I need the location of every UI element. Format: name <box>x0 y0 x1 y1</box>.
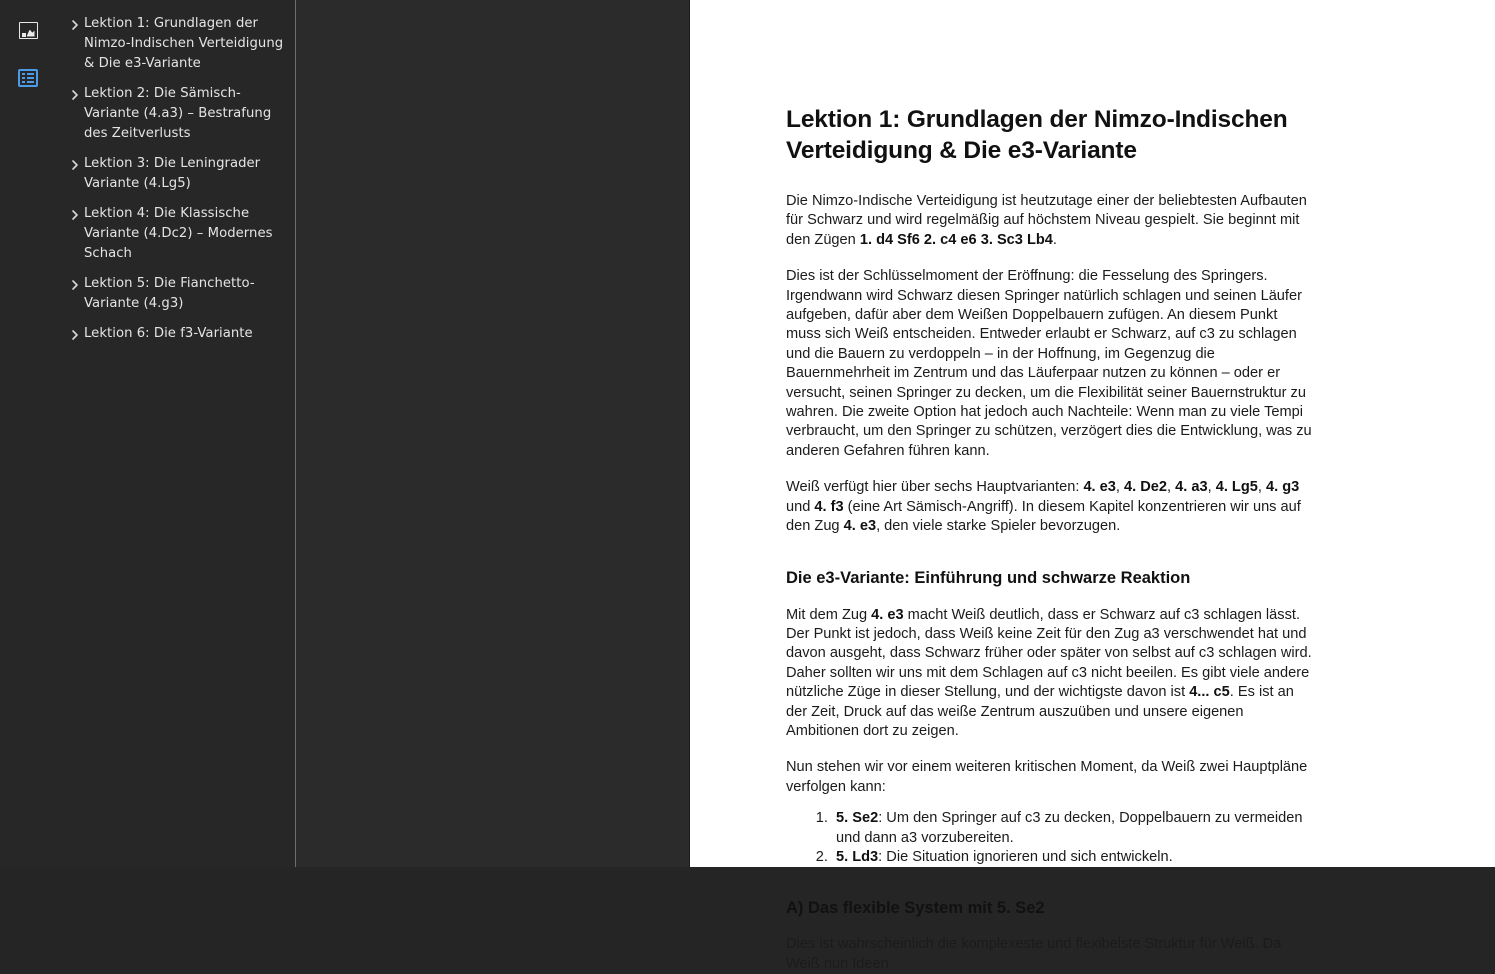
outline-item-lektion-2[interactable] <box>56 82 295 146</box>
move-ld3: 5. Ld3 <box>836 848 879 865</box>
plans-list <box>786 809 1316 867</box>
document-body <box>690 0 1400 974</box>
paragraph-intro-text-b: . <box>1052 231 1057 248</box>
empty-preview-pane <box>296 0 690 867</box>
move-g3: 4. g3 <box>1265 479 1300 496</box>
sep-3: , <box>1207 479 1216 496</box>
outline-item-lektion-3[interactable] <box>56 152 295 196</box>
chevron-right-icon[interactable] <box>66 204 84 220</box>
e3-text-a: Mit dem Zug <box>786 606 872 623</box>
paragraph-intro <box>786 192 1316 250</box>
chevron-right-icon[interactable] <box>66 84 84 100</box>
chevron-right-icon[interactable] <box>66 324 84 340</box>
move-e3-focus: 4. e3 <box>843 518 877 535</box>
section-heading-e3-variante: Die e3-Variante: Einführung und schwarze Reaktion <box>786 568 1191 587</box>
image-icon <box>19 22 38 39</box>
section-heading-flexible-system: A) Das flexible System mit 5. Se2 <box>786 899 1045 918</box>
sep-5: und <box>786 498 815 515</box>
paragraph-intro-text-a: Die Nimzo-Indische Verteidigung ist heutzutage einer der beliebtesten Aufbauten für Schwarz und wird regelmäßig auf höchstem Niveau gespielt. Sie beginnt mit den Zügen <box>786 193 1307 248</box>
variations-mid: (eine Art Sämisch-Angriff). In diesem Kapitel konzentrieren wir uns auf den Zug <box>786 498 1301 535</box>
lesson-outline-list <box>56 12 295 346</box>
outline-item-lektion-1[interactable] <box>56 12 295 76</box>
outline-item-lektion-6[interactable] <box>56 322 295 346</box>
paragraph-e3-explanation <box>786 606 1316 742</box>
chevron-right-icon[interactable] <box>66 274 84 290</box>
move-se2: 5. Se2 <box>836 810 879 827</box>
list-item <box>832 848 1316 867</box>
document-pane <box>690 0 1495 972</box>
outline-item-label: Lektion 2: Die Sämisch-Variante (4.a3) – Bestrafung des Zeitverlusts <box>84 86 272 141</box>
variations-intro: Weiß verfügt hier über sechs Hauptvarianten: <box>786 479 1084 496</box>
sep-1: , <box>1115 479 1125 496</box>
sep-2: , <box>1167 479 1176 496</box>
outline-list-icon <box>18 69 38 87</box>
e3-text-c: . Es ist an der Zeit, Druck auf das weiße Zentrum auszuüben und unsere eigenen Ambitionen dort zu zeigen. <box>786 684 1294 739</box>
plan-text-2: : Die Situation ignorieren und sich entwickeln. <box>878 848 1173 865</box>
opening-moves: 1. d4 Sf6 2. c4 e6 3. Sc3 Lb4 <box>859 231 1053 248</box>
plan-text-1: : Um den Springer auf c3 zu decken, Doppelbauern zu vermeiden und dann a3 vorzubereiten. <box>836 810 1303 846</box>
list-item <box>832 809 1316 848</box>
variations-end: , den viele starke Spieler bevorzugen. <box>876 518 1121 535</box>
chevron-right-icon[interactable] <box>66 154 84 170</box>
outline-item-lektion-5[interactable] <box>56 272 295 316</box>
outline-item-label: Lektion 5: Die Fianchetto-Variante (4.g3) <box>84 276 255 311</box>
move-lg5: 4. Lg5 <box>1215 479 1258 496</box>
chevron-right-icon[interactable] <box>66 14 84 30</box>
paragraph-two-plans: Nun stehen wir vor einem weiteren kritischen Moment, da Weiß zwei Hauptpläne verfolgen kann: <box>786 759 1308 795</box>
move-de2: 4. De2 <box>1124 479 1168 496</box>
outline-view-button[interactable] <box>0 54 56 102</box>
paragraph-key-moment: Dies ist der Schlüsselmoment der Eröffnung: die Fesselung des Springers. Irgendwann wird Schwarz diesen Springer natürlich schlagen und seinen Läufer aufgeben, dafür aber dem Weißen Doppelbauern zufügen. An diesem Punkt muss sich Weiß entscheiden. Entweder erlaubt er Schwarz, auf c3 zu schlagen und die Bauern zu verdoppeln – in der Hoffnung, im Gegenzug die Bauernmehrheit im Zentrum und das Läuferpaar nutzen zu können – oder er versucht, seinen Springer zu decken, um die Flexibilität seiner Bauernstruktur zu wahren. Die zweite Option hat jedoch auch Nachteile: Wenn man zu viele Tempi verbraucht, um den Springer zu schützen, verzögert dies die Entwicklung, was zu anderen Gefahren führen kann. <box>786 268 1312 459</box>
outline-item-label: Lektion 3: Die Leningrader Variante (4.Lg5) <box>84 156 261 191</box>
move-a3: 4. a3 <box>1175 479 1208 496</box>
move-c5: 4... c5 <box>1189 684 1230 701</box>
outline-item-label: Lektion 1: Grundlagen der Nimzo-Indischen Verteidigung & Die e3-Variante <box>84 16 284 71</box>
paragraph-flexible-system: Dies ist wahrscheinlich die komplexeste und flexibelste Struktur für Weiß. Da Weiß nun Ideen <box>786 936 1282 972</box>
outline-item-lektion-4[interactable] <box>56 202 295 266</box>
page-title: Lektion 1: Grundlagen der Nimzo-Indischen Verteidigung & Die e3-Variante <box>786 106 1288 164</box>
outline-item-label: Lektion 6: Die f3-Variante <box>84 326 253 341</box>
move-f3: 4. f3 <box>814 498 844 515</box>
outline-panel <box>56 0 295 867</box>
activity-bar <box>0 0 56 867</box>
outline-item-label: Lektion 4: Die Klassische Variante (4.Dc2) – Modernes Schach <box>84 206 273 261</box>
e3-text-b: macht Weiß deutlich, dass er Schwarz auf c3 schlagen lässt. Der Punkt ist jedoch, dass Weiß keine Zeit für den Zug a3 verschwendet hat und davon ausgeht, dass Schwarz früher oder später von selbst auf c3 schlagen wird. Daher sollten wir uns mit dem Schlagen auf c3 nicht beeilen. Es gibt viele andere nützliche Züge in dieser Stellung, und der wichtigste davon ist <box>786 606 1312 701</box>
sep-4: , <box>1257 479 1266 496</box>
paragraph-main-variations <box>786 478 1316 536</box>
move-e3-b: 4. e3 <box>871 606 904 623</box>
move-e3: 4. e3 <box>1083 479 1116 496</box>
image-view-button[interactable] <box>0 6 56 54</box>
